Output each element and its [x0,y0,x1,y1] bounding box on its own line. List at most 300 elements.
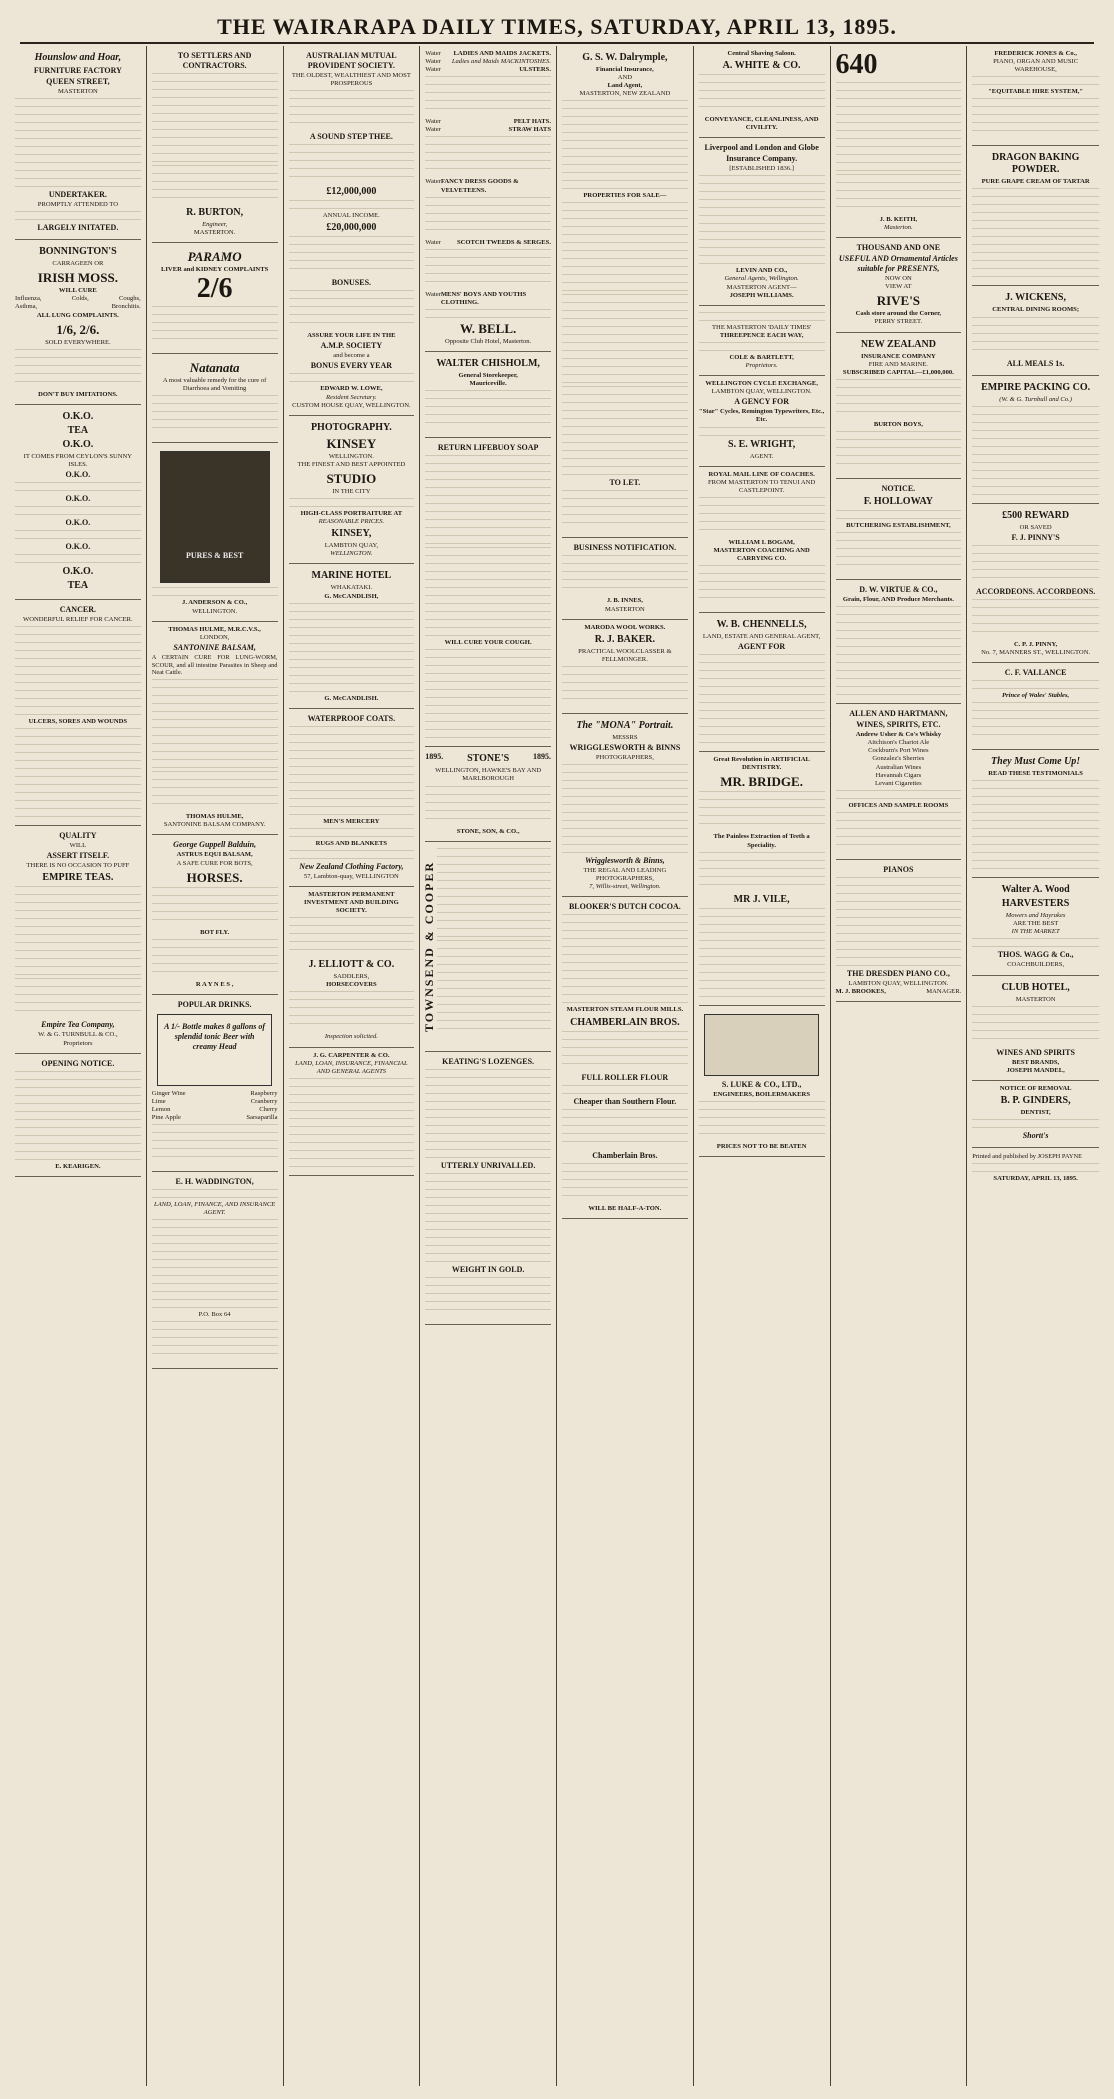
ad-title: George Guppell Balduin, [173,840,257,850]
price-list [15,978,141,1018]
ad-subtitle: "Star" Cycles, Remington Typewriters, Etc., Etc. [698,408,825,424]
ailment: Coughs, [118,295,141,303]
ad-hounslow-hoar [15,46,141,240]
text-block [289,200,415,210]
ad-tag: Opposite Club Hotel, Masterton. [444,337,532,345]
drapery-row [425,66,551,74]
ad-subtitle: READ THESE TESTIMONIALS [988,770,1083,778]
text-block [289,290,415,330]
ad-role: Financial Insurance, [595,66,654,73]
ad-town: WELLINGTON. [330,550,373,558]
text-block [152,887,278,927]
text-block [425,1069,551,1159]
drink-item: Lemon [151,1105,171,1113]
ad-name: R. BURTON, [186,207,244,218]
text-block [152,1189,278,1199]
ad-tag: MESSRS [612,733,638,741]
ad-tag: ACCORDEONS. ACCORDEONS. [975,586,1096,596]
ad-name: Shortt's [1022,1130,1049,1140]
ad-dalrymple [562,46,688,538]
ad-title: Liverpool and London and Globe [704,143,819,153]
ad-tag: A SAFE CURE FOR BOTS, [176,859,253,867]
ad-signature: G. McCANDLISH. [324,694,379,702]
ad-tag: AGENT FOR [738,642,786,652]
wine-item: Cockburn's Port Wines [868,747,929,755]
text-block [562,490,688,530]
ad-subtitle: BUTCHERING ESTABLISHMENT, [846,521,951,529]
text-block [289,373,415,383]
text-block [699,342,825,352]
ad-address: LAMBTON QUAY, WELLINGTON. [711,388,812,396]
text-block [425,786,551,826]
ad-subtitle: WINES, SPIRITS, ETC. [856,720,941,730]
ad-tag: MASTERTON AGENT— [726,283,797,291]
ad-role: Resident Secretary. [326,393,377,401]
text-block [972,188,1099,278]
ad-guppell [152,835,278,994]
ad-name: MR J. VILE, [733,893,790,905]
ad-wickens [972,286,1099,375]
text-block [972,938,1099,948]
ad-ginders-dentist [972,1081,1099,1148]
text-block [152,1219,278,1309]
ad-they-must-come-up [972,750,1099,878]
text-block [15,98,141,188]
ad-santonine [152,622,278,836]
text-block [972,98,1099,138]
manager-row [836,988,962,996]
column-7 [831,46,968,2086]
text-block [289,144,415,184]
ad-title: BONUSES. [331,278,372,288]
text-block [152,679,278,769]
text-block [699,1101,825,1141]
ad-title: CANCER. [59,605,96,615]
machinery-illustration [704,1014,819,1076]
ad-subtitle: The Painless Extraction of Teeth a Speciality. [713,833,810,849]
ad-allen-hartmann [836,704,962,860]
row-label: Water [425,50,441,57]
ad-name: J. WICKENS, [1005,292,1066,304]
ad-role: MANAGER. [926,987,962,995]
text-block [972,1119,1099,1129]
ad-year: 1895. [533,752,551,762]
ad-tag: THREEPENCE EACH WAY, [719,331,804,339]
ad-white-co [699,46,825,138]
ad-subtitle: INSURANCE COMPANY [860,352,936,360]
text-block [972,702,1099,742]
ad-tag: Mowers and Hayrakes [1005,912,1066,920]
ad-agent: R A Y N E S , [195,980,234,988]
column-4 [420,46,557,2086]
text-block [15,1071,141,1161]
ad-tag: "EQUITABLE HIRE SYSTEM," [988,88,1084,96]
ad-subtitle: ENGINEERS, BOILERMAKERS [713,1090,810,1098]
ad-headline: IRISH MOSS. [37,270,118,286]
ad-waterproof [289,709,415,887]
ad-subtitle: A most valuable remedy for the cure of Diarrhoea and Vomiting [162,377,267,393]
ad-town: LONDON, [199,633,230,641]
ad-brand: O.K.O. [62,438,94,450]
columns [10,46,1104,2086]
ad-tag: ARE THE BEST [1012,920,1059,928]
text-block [972,1006,1099,1046]
text-block [15,626,141,716]
ad-subtitle: PURE GRAPE CREAM OF TARTAR [981,178,1090,186]
ad-address: CUSTOM HOUSE QUAY, WELLINGTON. [292,401,411,409]
ad-subtitle: Prince of Wales' Stables, [1002,691,1070,699]
ad-subtitle: PROPERTIES FOR SALE— [583,192,667,200]
ad-name: THOMAS HULME, M.R.C.V.S., [168,625,261,633]
text-block [699,654,825,744]
ad-tag: WILL CURE YOUR COUGH. [444,639,532,647]
text-block [836,812,962,852]
ad-lifebuoy [425,438,551,747]
row-label: Water [425,238,441,246]
ad-bonnington [15,240,141,405]
vertical-text-block [437,846,551,1046]
ad-tag: AND [617,74,633,82]
ad-subtitle: ASTRUS EQUI BALSAM, [176,851,253,859]
text-block [15,728,141,818]
text-block [836,606,962,696]
column-6 [694,46,831,2086]
ad-paramo [152,243,278,354]
engraving-illustration [160,451,270,583]
ad-tag: THE FINEST AND BEST APPOINTED [297,460,406,468]
ad-subtitle: USEFUL AND Ornamental Articles suitable for PRESENTS, [838,254,958,274]
property-list [562,294,688,384]
ailment: Colds, [71,295,89,303]
ad-subtitle: TO LET. [609,478,641,488]
text-block [289,828,415,838]
ad-name: A. WHITE & CO. [722,60,801,72]
ad-nz-insurance [836,333,962,479]
ad-title: RETURN LIFEBUOY SOAP [437,443,539,453]
ad-name: WILLIAM I. BOGAM, [728,538,795,546]
drapery-row [425,178,551,194]
ad-title: CLUB HOTEL, [1001,981,1070,993]
text-block [699,74,825,114]
ad-item: STRAW HATS [508,126,551,134]
ad-opening-notice [15,1054,141,1177]
ad-chisholm [425,352,551,438]
ad-anderson [152,443,278,621]
drink-item: Ginger Wine [151,1089,186,1097]
ad-name: J. ELLIOTT & CO. [308,959,395,971]
drinks-row [152,1114,278,1122]
text-block [972,1163,1099,1173]
ad-tag: IN THE MARKET [1011,928,1060,936]
drink-item: Lime [151,1097,166,1105]
ad-subtitle: WELLINGTON, HAWKE'S BAY AND MARLBOROUGH [435,767,542,783]
ad-holloway [836,479,962,580]
ad-rives-presents [836,238,962,332]
ad-name: KINSEY [326,435,377,451]
text-block [152,771,278,811]
text-block [425,1277,551,1317]
column-8 [967,46,1104,2086]
ad-town: WELLINGTON. [192,607,238,615]
ad-address: 7, Willis-street, Wellington. [589,883,661,891]
ailments-row [15,303,141,311]
ad-townsend-cooper [422,842,551,1052]
ad-title: ASSERT ITSELF. [46,851,110,861]
text-block [562,764,688,854]
ad-title: WATERPROOF COATS. [307,713,396,723]
ad-tag: WILL BE HALF-A-TON. [588,1204,662,1212]
ad-name: E. H. WADDINGTON, [175,1177,254,1187]
ad-item: FANCY DRESS GOODS & VELVETEENS. [440,178,519,194]
text-block [699,791,825,831]
ad-tag: DON'T BUY IMITATIONS. [38,390,118,398]
ad-tag: IT COMES FROM CEYLON'S SUNNY ISLES. [23,452,133,468]
ad-bridge-dentist [699,752,825,1005]
ad-street: QUEEN STREET, [46,77,110,86]
ad-title: QUALITY [59,831,97,841]
ad-name: G. McCANDLISH, [324,592,379,600]
ad-pinny [972,504,1099,663]
masthead: THE WAIRARAPA DAILY TIMES, SATURDAY, APRIL 13, 1895. [20,14,1094,44]
text-block [15,886,141,976]
ad-price: 1/6, 2/6. [56,321,100,337]
ad-royal-mail-coaches [699,467,825,614]
text-block [972,599,1099,639]
ad-subtitle: OR SAVED [1019,523,1052,531]
text-block [972,76,1099,86]
text-block [972,317,1099,357]
text-block [972,680,1099,690]
ad-tag: A.M.P. SOCIETY [320,341,383,351]
text-block [289,603,415,693]
ad-name: J. B. INNES, [606,597,643,605]
ad-bell-drapery [425,46,551,352]
ad-title: They Must Come Up! [991,756,1081,768]
ad-tag: P.O. Box 64 [198,1311,231,1319]
text-block [972,545,1099,585]
ad-title: EMPIRE PACKING CO. [981,381,1091,393]
ad-title: THOUSAND AND ONE [856,243,941,253]
ad-tag: SOLD EVERYWHERE. [45,338,111,346]
text-block [15,554,141,564]
ad-tag: OFFICES AND SAMPLE ROOMS [848,801,949,809]
ad-role: SADDLERS, [333,973,370,981]
ad-brand: PARAMO [187,249,242,265]
ad-name: LEVIN AND CO., [735,267,788,275]
wine-item: Australian Wines [875,763,922,771]
ad-town: MASTERTON. [193,229,236,237]
ad-subtitle: Insurance Company. [726,154,798,164]
agents-list [836,431,962,471]
ad-title: New Zealand Clothing Factory, [299,861,404,871]
ad-brand: TEA [67,424,89,436]
text-block [562,1085,688,1095]
ad-headline: EMPIRE TEAS. [42,872,114,884]
ad-funds: £20,000,000 [326,222,377,234]
ad-title: BLOOKER'S DUTCH COCOA. [568,902,681,912]
ad-name: S. LUKE & CO., LTD., [721,1079,802,1089]
text-block [836,877,962,967]
text-block [562,555,688,595]
column-1 [10,46,147,2086]
ad-name: WALTER CHISHOLM, [436,358,540,370]
ad-subtitle: W. & G. TURNBULL & CO., [38,1031,118,1039]
ad-liverpool-london [699,138,825,305]
text-block [699,852,825,892]
ailments-row [15,295,141,303]
ad-title: AUSTRALIAN MUTUAL PROVIDENT SOCIETY. [306,51,397,70]
ad-title: WELLINGTON CYCLE EXCHANGE, [705,380,818,388]
ad-headline: HORSES. [186,869,243,885]
ad-title: OPENING NOTICE. [41,1058,115,1068]
ad-title: BONNINGTON'S [39,246,117,258]
ad-title: MASTERTON COACHING AND CARRYING CO. [713,546,810,563]
text-block [699,565,825,605]
ad-name: G. S. W. Dalrymple, [582,52,668,63]
ad-name: CHAMBERLAIN BROS. [570,1016,680,1028]
drink-item: Sarsaparilla [246,1114,278,1122]
ad-subtitle: FURNITURE FACTORY [33,66,122,75]
ad-tag: ALL MEALS 1s. [1006,358,1065,368]
ad-vertical-title: TOWNSEND & COOPER [422,860,437,1032]
ad-tag: UNDERTAKER. [48,190,107,200]
ad-tag: ANNUAL INCOME. [322,212,380,220]
ad-tag: ALL LUNG COMPLAINTS. [36,311,119,319]
ad-headline: RIVE'S [876,293,921,309]
imprint-text: Printed and published by JOSEPH PAYNE [972,1152,1083,1160]
ad-burton [152,46,278,243]
ad-subtitle: LAND, LOAN, INSURANCE, FINANCIAL AND GENERAL AGENTS [295,1059,408,1075]
ad-title: Great Revolution in ARTIFICIAL DENTISTRY. [713,756,810,772]
ad-building-society [289,887,415,1048]
ad-name: COLE & BARTLETT, [729,353,794,361]
ad-title: NOTICE OF REMOVAL [999,1084,1072,1092]
ad-tag: ULCERS, SORES AND WOUNDS [28,718,128,726]
ad-tag: NOW ON [884,275,912,283]
ad-tag: VIEW AT [885,283,912,291]
text-block [289,498,415,508]
text-block [425,197,551,237]
text-block [699,908,825,998]
text-block [562,1031,688,1071]
ad-name: THOMAS HULME, [185,813,244,821]
ad-subtitle: WONDERFUL RELIEF FOR CANCER. [23,616,133,624]
drapery-row [425,239,551,247]
drapery-row [425,126,551,134]
text-block [152,395,278,435]
ad-title: £500 REWARD [1002,509,1070,521]
ad-subtitle: MEN'S MERCERY [323,817,380,825]
text-block [425,1173,551,1263]
ad-name: R. J. BAKER. [594,633,656,645]
ad-amp-society [289,46,415,416]
text-block [152,306,278,346]
ad-walter-wood [972,878,1099,975]
text-block [699,312,825,322]
column-3 [284,46,421,2086]
ad-address: PERRY STREET. [874,318,923,326]
text-block [15,482,141,492]
ad-name: F. J. PINNY'S [1011,532,1060,542]
text-block [425,547,551,637]
ad-title: MASTERTON PERMANENT INVESTMENT AND BUILDING SOCIETY. [303,890,399,915]
text-block [289,90,415,130]
ad-title: DRAGON BAKING POWDER. [991,152,1080,176]
ad-tag: [ESTABLISHED 1836.] [729,165,794,173]
ad-tag: IN THE CITY [332,487,371,495]
ad-name: BURTON BOYS, [873,420,923,428]
text-block [972,780,1099,870]
bottle-illustration [157,1014,272,1086]
ad-town: MASTERTON, NEW ZEALAND [579,90,671,98]
text-block [289,850,415,860]
ad-name: F. HOLLOWAY [863,495,934,507]
ad-role: Engineer, [202,221,228,228]
wine-item: Havannah Cigars [875,771,922,779]
ad-title: POPULAR DRINKS. [177,999,252,1009]
ad-tag: THERE IS NO OCCASION TO PUFF [26,862,130,870]
ad-name: D. W. VIRTUE & CO., [859,585,938,595]
ad-subtitle: THE REGAL AND LEADING PHOTOGRAPHERS, [583,867,667,883]
text-block [562,914,688,1004]
row-label: Water [425,58,441,66]
text-block [152,939,278,979]
text-block [836,532,962,572]
ad-kinsey [289,416,415,565]
drinks-row [152,1106,278,1114]
ad-subtitle: LIVER and KIDNEY COMPLAINTS [160,266,269,274]
drapery-row [425,118,551,126]
ad-tag: CONVEYANCE, CLEANLINESS, AND CIVILITY. [704,116,819,132]
ad-tag: Inspection solicited. [324,1033,378,1041]
ad-popular-drinks [152,995,278,1172]
ad-item: SCOTCH TWEEDS & SERGES. [456,238,551,246]
wine-item: Aitchison's Chariot Ale [867,739,930,747]
ad-name: B. P. GINDERS, [1000,1094,1071,1106]
text-block [15,211,141,221]
ad-tag: FIRE AND MARINE. [868,360,928,368]
text-block [836,790,962,800]
ad-title: MARODA WOOL WORKS. [584,623,666,631]
ad-name: EDWARD W. LOWE, [320,385,383,393]
ad-natanata [152,354,278,443]
text-block [152,1124,278,1164]
ad-tag: WILL CURE [58,287,97,295]
ad-subtitle: LAND, ESTATE AND GENERAL AGENT, [702,633,821,641]
text-block [425,76,551,116]
ad-role: Proprietors. [745,362,778,370]
text-block [289,917,415,957]
text-block [425,309,551,319]
ad-title: SANTONINE BALSAM, [173,642,256,652]
ad-tag: REASONABLE PRICES. [318,518,385,526]
ad-name: J. B. KEITH, [879,216,918,223]
ad-brand: O.K.O. [65,542,91,552]
drinks-row [152,1090,278,1098]
row-label: Water [425,126,441,134]
text-block [289,726,415,816]
ad-subtitle: HARVESTERS [1001,898,1070,910]
wine-item: Levant Cigarettes [875,779,922,787]
ad-subtitle: Cash store around the Corner, [855,310,942,318]
ad-town: WELLINGTON. [328,452,374,460]
ad-name: Wrigglesworth & Binns, [585,856,665,866]
ad-headline: Cheaper than Southern Flour. [573,1096,677,1106]
ad-name: THOS. WAGG & Co., [997,950,1074,960]
wine-item: Gonzalez's Sherries [872,755,925,763]
ad-cancer [15,600,141,826]
ad-title: NEW ZEALAND [860,338,936,350]
